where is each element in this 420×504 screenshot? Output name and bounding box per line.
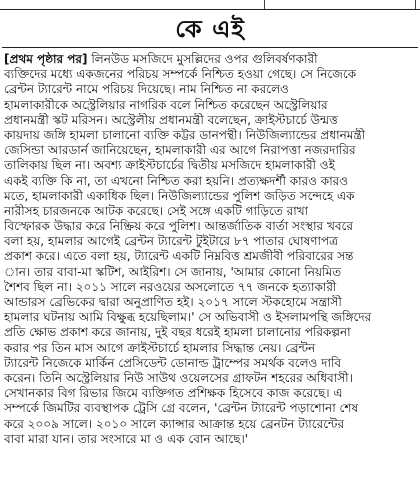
article-line xyxy=(4,325,416,340)
article-line-text: শৈশব ছিল না। ২০১১ সালে নরওয়ের অসলোতে ৭৭ জনকে হত্যাকারী xyxy=(4,279,337,294)
article-line-text: প্রধানমন্ত্রী স্কট মরিসন। অস্ট্রেলীয় প্রধানমন্ত্রী বলেছেন, ক্রাইস্টচার্চে উন্মত্ত xyxy=(4,112,338,127)
article-line-text: প্রতি ক্ষোভ প্রকাশ করে জানায়, দুই বছর ধরেই হামলা চালানোর পরিকল্পনা xyxy=(4,325,351,340)
article-line-text: নারীসহ চারজনকে আটক করেছে। সেই সঙ্গে একটি গাড়িতে রাখা xyxy=(4,203,309,218)
article-line xyxy=(4,432,416,447)
article-line-text: লিনউড মসজিদে মুসল্লিদের ওপর গুলিবর্ষণকারী xyxy=(91,52,318,66)
article-line xyxy=(4,234,416,249)
article-line xyxy=(4,341,416,356)
article-line xyxy=(4,128,416,143)
article-line xyxy=(4,219,416,234)
article-line xyxy=(4,158,416,173)
article-line-text: ব্রেন্টন ট্যারেন্ট নামে পরিচয় দিয়েছে। নাম নিশ্চিত না করলেও xyxy=(4,82,289,97)
article-line xyxy=(4,386,416,401)
article-line xyxy=(4,265,416,280)
article-line xyxy=(4,417,416,432)
article-headline: কে এই xyxy=(175,15,245,43)
article-line-text: মতে, হামলাকারী একাধিক ছিল। নিউজিল্যান্ডের পুলিশ জড়িত সন্দেহে এক xyxy=(4,188,355,203)
article-line xyxy=(4,371,416,386)
article-line xyxy=(4,113,416,128)
article-line xyxy=(4,143,416,158)
article-line xyxy=(4,249,416,264)
article-line-text: তালিকায় ছিল না। অবশ্য ক্রাইস্টচার্চের দ্বিতীয় মসজিদে হামলাকারী ওই xyxy=(4,158,335,173)
article-line xyxy=(4,356,416,371)
article-line xyxy=(4,280,416,295)
article-line xyxy=(4,401,416,416)
article-line-text: বিস্ফোরক উদ্ধার করে নিষ্ক্রিয় করে পুলিশ। আন্তর্জাতিক বার্তা সংস্থার খবরে xyxy=(4,219,353,234)
article-line-text: বলা হয়, হামলার আগেই ব্রেন্টন ট্যারেন্ট টুইটারে ৮৭ পাতার ঘোষণাপত্র xyxy=(4,234,338,249)
article-line-text: বাবা মারা যান। তার সংসারে মা ও এক বোন আছে।' xyxy=(4,431,249,446)
article-line-text: সেখানকার বিগ রিভার জিমে ব্যক্তিগত প্রশিক্ষক হিসেবে কাজ করেছে। এ xyxy=(4,386,343,401)
article-lead: [প্রথম পৃষ্ঠার পর] xyxy=(4,52,88,66)
article-line xyxy=(4,295,416,310)
page-header-strip xyxy=(0,0,420,10)
article-line-text: ব্যক্তিদের মধ্যে একজনের পরিচয় সম্পর্কে নিশ্চিত হওয়া গেছে। সে নিজেকে xyxy=(4,67,357,82)
article-line xyxy=(4,98,416,113)
article-line xyxy=(4,52,416,67)
article-line xyxy=(4,174,416,189)
headline-rule xyxy=(2,47,418,48)
article-line-text: একই ব্যক্তি কি না, তা এখনো নিশ্চিত করা হয়নি। প্রত্যক্ষদর্শী কারও কারও xyxy=(4,173,349,188)
article-line-text: কায়দায় জঙ্গি হামলা চালানো ব্যক্তি কট্টর ডানপন্থী। নিউজিল্যান্ডের প্রধানমন্ত্রী xyxy=(4,127,366,142)
article-line-text: হামলাকারীকে অস্ট্রেলিয়ার নাগরিক বলে নিশ্চিত করেছেন অস্ট্রেলিয়ার xyxy=(4,97,328,112)
article-line xyxy=(4,189,416,204)
article-line-text: সম্পর্কে জিমটির ব্যবস্থাপক ট্রেসি গ্রে বলেন, 'ব্রেন্টন ট্যারেন্ট পড়াশোনা শেষ xyxy=(4,401,359,416)
article-line xyxy=(4,310,416,325)
article-line-text: প্রকাশ করে। এতে বলা হয়, ট্যারেন্ট একটি নিম্নবিত্ত শ্রমজীবী পরিবারের সন্ত xyxy=(4,249,354,264)
article-line-text: ট্যারেন্ট নিজেকে মার্কিন প্রেসিডেন্ট ডোনাল্ড ট্রাম্পের সমর্থক বলেও দাবি xyxy=(4,355,342,370)
article-line-text: হামলার ঘটনায় আমি বিক্ষুব্ধ হয়েছিলাম।' সে অভিবাসী ও ইসলামপন্থি জঙ্গিদের xyxy=(4,310,372,325)
article-line xyxy=(4,204,416,219)
article-line-text: করার পর তিন মাস আগে ক্রাইস্টচার্চে হামলার সিদ্ধান্ত নেয়। ব্রেন্টন xyxy=(4,340,316,355)
article-line-text: ান। তার বাবা-মা স্কটিশ, আইরিশ। সে জানায়, 'আমার কোনো নিয়মিত xyxy=(4,264,342,279)
article-line-text: করেন। তিনি অস্ট্রেলিয়ার নিউ সাউথ ওয়েলসের গ্রাফটন শহরের অধিবাসী। xyxy=(4,370,353,385)
article-line-text: আন্ডারস ব্রেভিকের দ্বারা অনুপ্রাণিত হই। ২০১৭ সালে স্টকহোমে সন্ত্রাসী xyxy=(4,295,342,309)
article-line xyxy=(4,82,416,97)
article-line xyxy=(4,67,416,82)
article-line-text: করে ২০০৯ সালে। ২০১০ সালে ক্যান্সার আক্রান্ত হয়ে ব্রেনটন ট্যারেন্টের xyxy=(4,416,345,431)
header-strip-box xyxy=(264,0,416,9)
article-body xyxy=(4,52,416,447)
article-line-text: জেসিন্ডা আরডার্ন জানিয়েছেন, হামলাকারী এর আগে নিরাপত্তা নজরদারির xyxy=(4,143,356,158)
